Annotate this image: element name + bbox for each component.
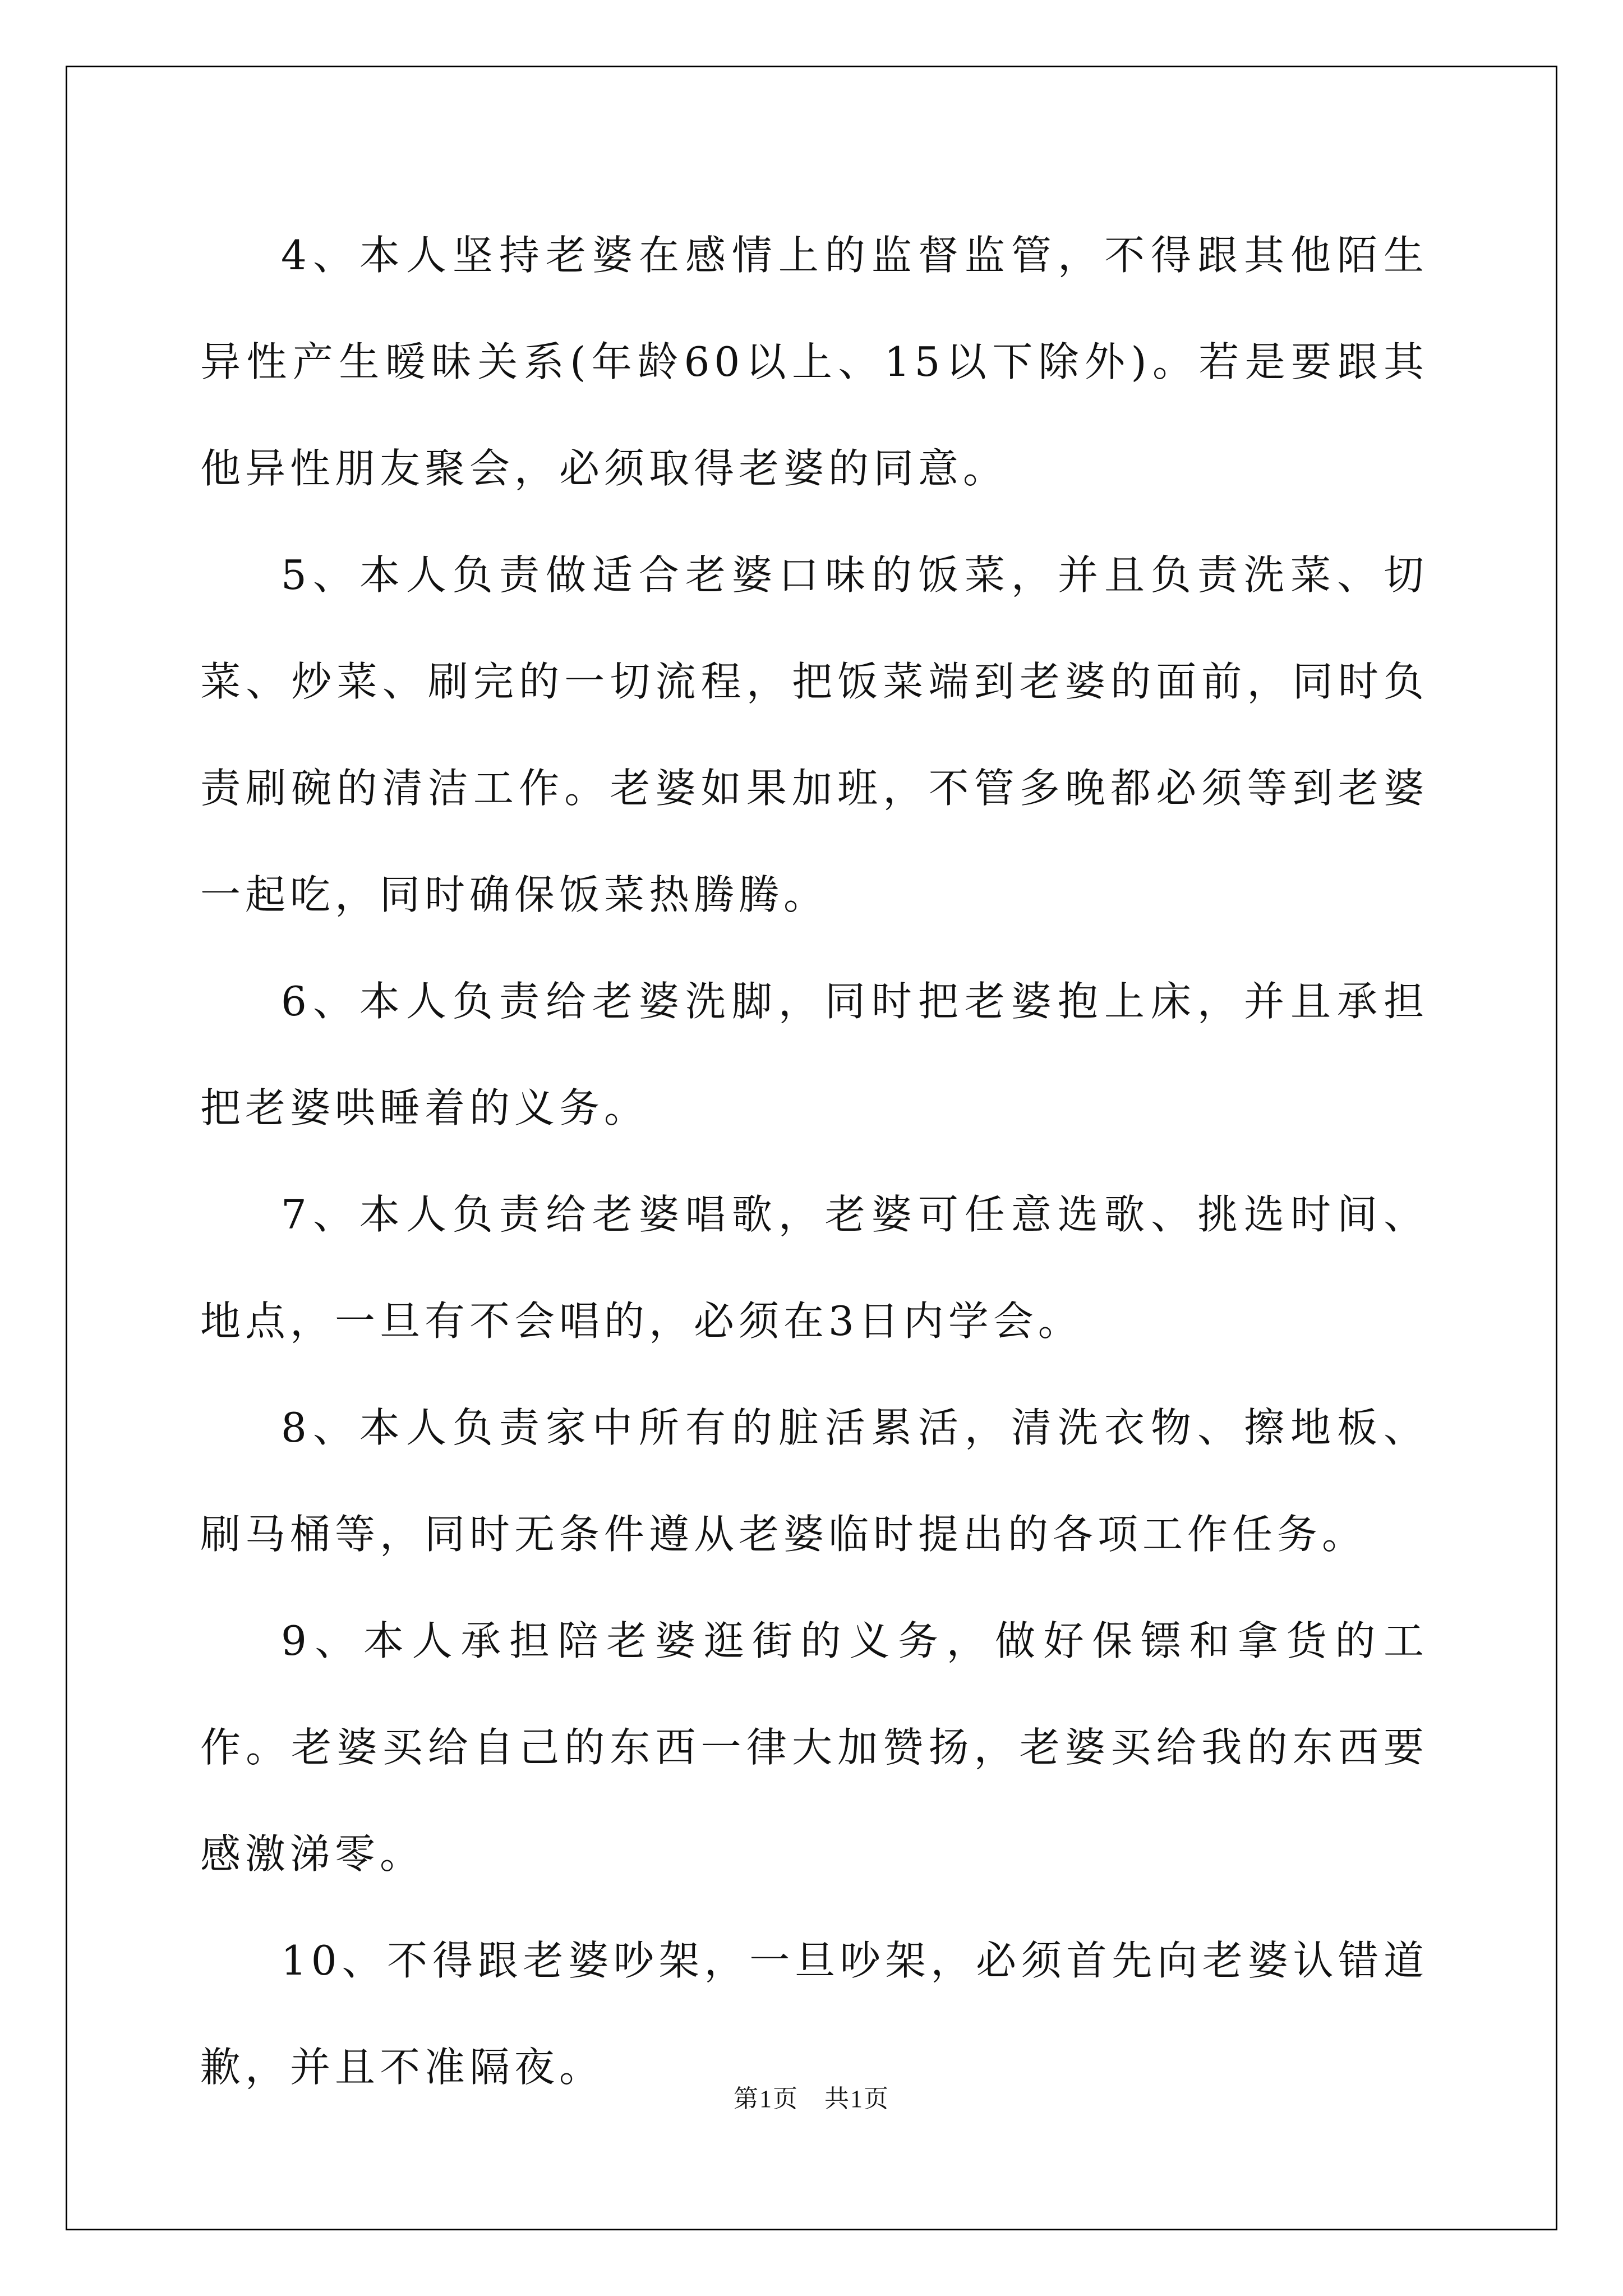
paragraph-8: 8、本人负责家中所有的脏活累活，清洗衣物、擦地板、刷马桶等，同时无条件遵从老婆临时提出的各项工作任务。 — [200, 1404, 1428, 1558]
paragraph-7: 7、本人负责给老婆唱歌，老婆可任意选歌、挑选时间、地点，一旦有不会唱的，必须在3日内学会。 — [200, 1191, 1428, 1345]
paragraph-10: 10、不得跟老婆吵架，一旦吵架，必须首先向老婆认错道歉，并且不准隔夜。 — [200, 1937, 1428, 2091]
paragraph-5: 5、本人负责做适合老婆口味的饭菜，并且负责洗菜、切菜、炒菜、刷完的一切流程，把饭菜端到老婆的面前，同时负责刷碗的清洁工作。老婆如果加班，不管多晚都必须等到老婆一起吃，同时确保饭菜热腾腾。 — [200, 551, 1428, 918]
page-number-footer: 第1页 共1页 — [734, 2085, 889, 2113]
paragraph-6: 6、本人负责给老婆洗脚，同时把老婆抱上床，并且承担把老婆哄睡着的义务。 — [200, 978, 1428, 1131]
paragraph-9: 9、本人承担陪老婆逛街的义务，做好保镖和拿货的工作。老婆买给自己的东西一律大加赞扬，老婆买给我的东西要感激涕零。 — [200, 1617, 1428, 1878]
document-body — [200, 202, 1428, 2120]
paragraph-4: 4、本人坚持老婆在感情上的监督监管，不得跟其他陌生异性产生暧昧关系(年龄60以上、15以下除外)。若是要跟其他异性朋友聚会，必须取得老婆的同意。 — [200, 232, 1428, 492]
